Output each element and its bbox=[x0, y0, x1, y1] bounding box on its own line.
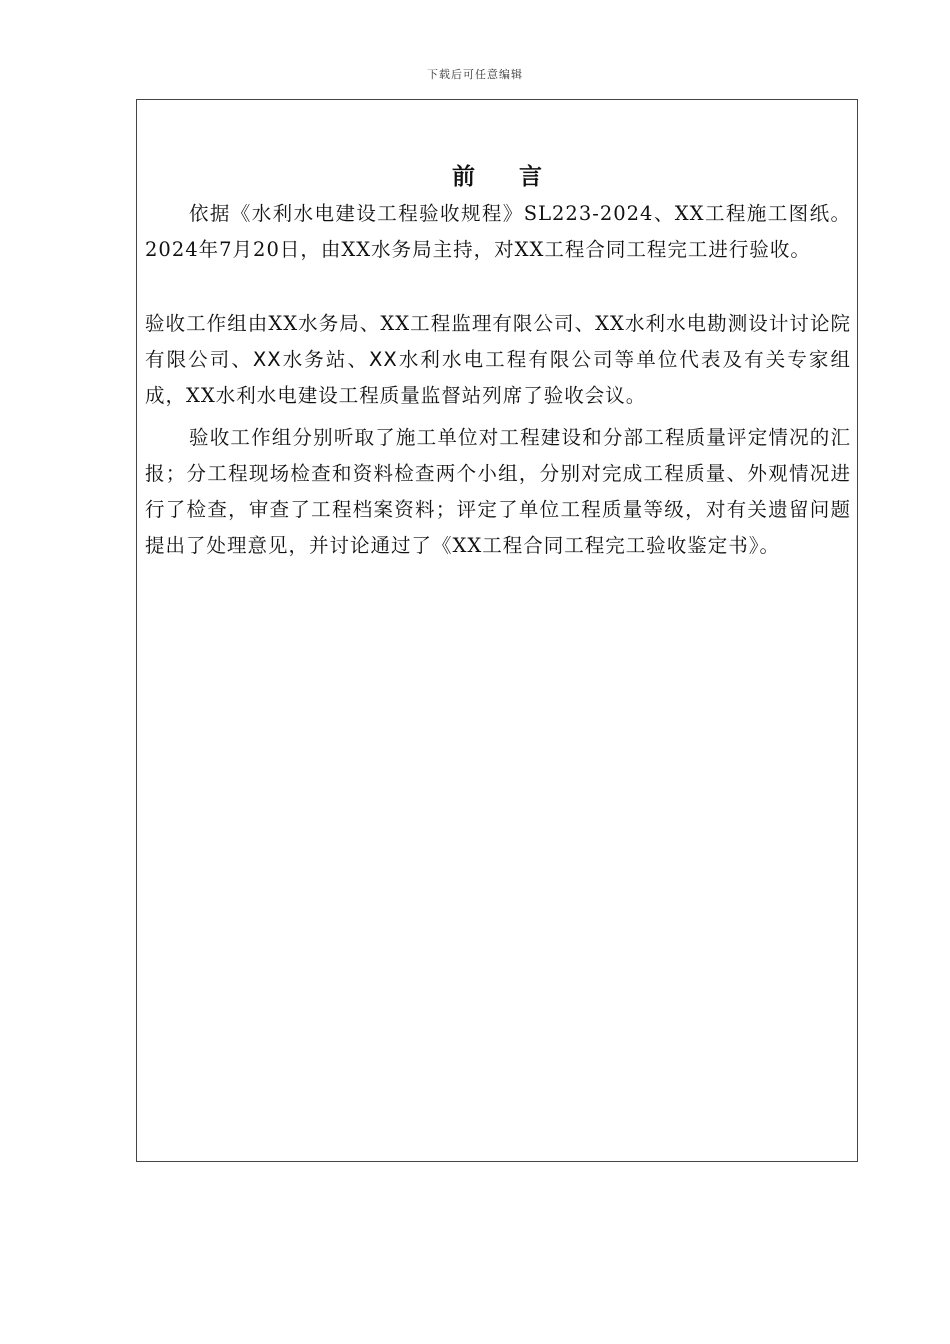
working-group-text-c: 等单位代表及有关专家组成，XX水利水电建设工程质量监督站列席了验收会议。 bbox=[145, 348, 851, 407]
paragraph-basis: 依据《水利水电建设工程验收规程》SL223-2024、XX工程施工图纸。2024年7月20日，由XX水务局主持，对XX工程合同工程完工进行验收。 bbox=[145, 202, 851, 261]
paragraph-working-group bbox=[145, 306, 851, 414]
page-header-note: 下载后可任意编辑 bbox=[427, 68, 523, 81]
document-title: 前 言 bbox=[451, 163, 560, 190]
working-group-text-a: 验收工作组由XX水务局、XX工程监理有限公司、XX水利水电勘测设计讨论院有限公司、 bbox=[145, 312, 851, 371]
working-group-text-b: XX水务站、XX水利水电工程有限公司 bbox=[252, 348, 615, 371]
paragraph-inspection: 验收工作组分别听取了施工单位对工程建设和分部工程质量评定情况的汇报；分工程现场检查和资料检查两个小组，分别对完成工程质量、外观情况进行了检查，审查了工程档案资料；评定了单位工程质量等级，对有关遗留问题提出了处理意见，并讨论通过了《XX工程合同工程完工验收鉴定书》。 bbox=[145, 426, 851, 557]
